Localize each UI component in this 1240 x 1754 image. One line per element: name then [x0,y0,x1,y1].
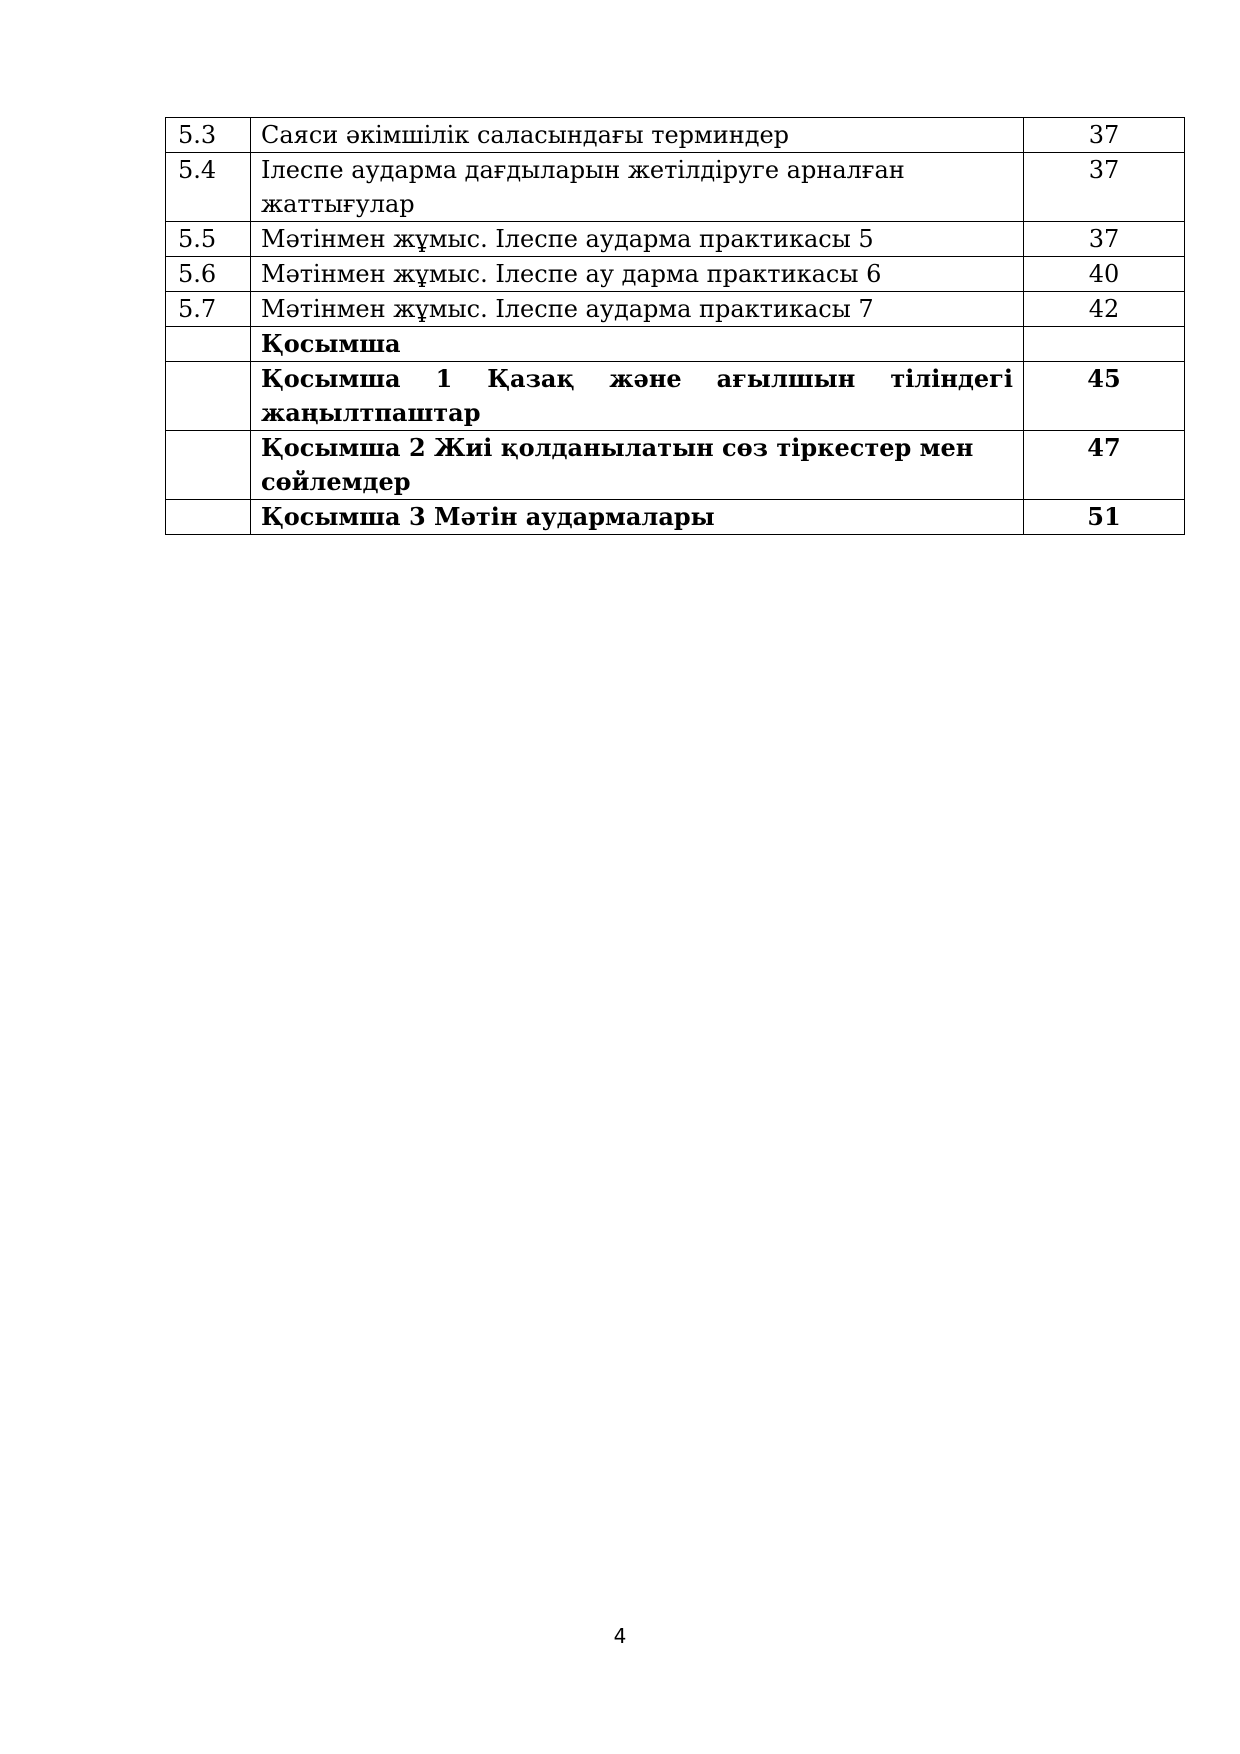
toc-section-number: 5.7 [166,292,251,327]
toc-page-number [1024,327,1185,362]
toc-row-appendix [166,431,1185,500]
toc-section-title: Мәтінмен жұмыс. Ілеспе аудармa практикасы 5 [251,222,1024,257]
toc-section-number [166,431,251,500]
toc-row [166,118,1185,153]
toc-page-number: 37 [1024,153,1185,222]
toc-section-number: 5.4 [166,153,251,222]
toc-section-number [166,500,251,535]
toc-section-number: 5.3 [166,118,251,153]
toc-section-number: 5.5 [166,222,251,257]
toc-section-title: Мәтінмен жұмыс. Ілеспе аудармa практикасы 7 [251,292,1024,327]
toc-appendix-title: Қосымша 2 Жиі қолданылатын сөз тіркестер мен сөйлемдер [251,431,1024,500]
toc-page-number: 40 [1024,257,1185,292]
toc-page-number: 37 [1024,222,1185,257]
toc-row [166,292,1185,327]
toc-row-appendix-heading [166,327,1185,362]
toc-row [166,222,1185,257]
page-number: 4 [613,1624,627,1648]
toc-row [166,257,1185,292]
toc-section-number [166,327,251,362]
toc-page-number: 37 [1024,118,1185,153]
toc-row-appendix [166,500,1185,535]
toc-section-number: 5.6 [166,257,251,292]
toc-page-number: 47 [1024,431,1185,500]
toc-table [165,117,1185,535]
toc-page-number: 45 [1024,362,1185,431]
toc-row [166,153,1185,222]
toc-row-appendix [166,362,1185,431]
toc-page-number: 42 [1024,292,1185,327]
toc-appendix-title: Қосымша 1 Қазақ және ағылшын тіліндегі жаңылтпаштар [251,362,1024,431]
toc-section-title: Мәтінмен жұмыс. Ілеспе ау дарма практикасы 6 [251,257,1024,292]
toc-section-title: Саяси әкімшілік саласындағы терминдер [251,118,1024,153]
toc-section-title: Ілеспе аудармa дағдыларын жетілдіруге арналған жаттығулар [251,153,1024,222]
toc-section-number [166,362,251,431]
toc-page-number: 51 [1024,500,1185,535]
toc-appendix-heading: Қосымша [251,327,1024,362]
toc-appendix-title: Қосымша 3 Мәтін аудармалары [251,500,1024,535]
